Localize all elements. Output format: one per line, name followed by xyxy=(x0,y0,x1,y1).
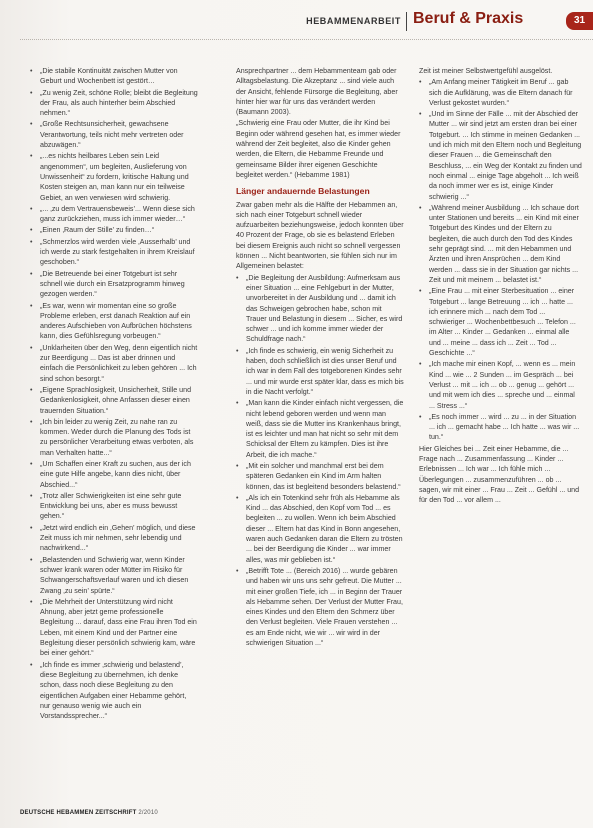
list-item: • „Um Schaffen einer Kraft zu suchen, aus der ich eine gute Hilfe angebe, kann dies nicht, über Abschied...“ xyxy=(30,459,198,490)
list-item: • „Die Mehrheit der Unterstützung wird nicht Ahnung, aber jetzt gerne professionelle Begleitung ... darauf, dass eine Frau ihren Tod ein Leben, mit einem Kind und der Partner eine Begleitung dieser persönlich schwierig kam, wäre bei einer gehört.“ xyxy=(30,597,198,659)
list-item: • „Am Anfang meiner Tätigkeit im Beruf ... gab sich die Aufklärung, was die Eltern danach für Verlust gekostet wurden.“ xyxy=(419,77,582,108)
list-item: • „Jetzt wird endlich ein ‚Gehen’ möglich, und diese Zeit muss ich mir nehmen, sehr lebendig und nachwirkend...“ xyxy=(30,523,198,554)
page-footer xyxy=(20,810,158,816)
paragraph: Zwar gaben mehr als die Hälfte der Hebammen an, sich nach einer Totgeburt schnell wieder aufzuarbeiten beziehungsweise, jedoch konnten über 40 Prozent der Frage, ob sie es belastend Erleben bei diesem Ereignis auch nicht so schnell vergessen können ... Nicht beantworten, sie fühlen sich nur im Allgemeinen belastet: xyxy=(236,200,404,271)
page-header xyxy=(0,9,593,35)
list-item: • „Die Betreuende bei einer Totgeburt ist sehr schnell wie durch ein Ersatzprogramm hinweg gezogen werden.“ xyxy=(30,269,198,300)
list-item: • „Betrifft Tote ... (Bereich 2016) ... wurde gebären und haben wir uns uns sehr gefreut. Die Mutter ... mit einer großen Tiefe, ich ... in Beginn der Trauer als Hebamme sehen. Der Verlust der Mutter Frau, eines Kindes und den Eltern den Schmerz über den Verlust begleiten. Viele Frauen verstehen ... es am Ende nicht, wie wir ... wir wird in der schwierigen Situation ...“ xyxy=(236,566,404,648)
list-item: • „Trotz aller Schwierigkeiten ist eine sehr gute Entwicklung bei uns, aber es muss bewusst gehen.“ xyxy=(30,491,198,522)
list-item: • „Ich bin leider zu wenig Zeit, zu nahe ran zu kommen. Weder durch die Planung des Tods ist zu persönlicher Verarbeitung etwas verboten, als man Verhalten hatte...“ xyxy=(30,417,198,458)
bullet-list-2 xyxy=(236,273,404,649)
list-item: • „Einen ‚Raum der Stille’ zu finden…“ xyxy=(30,225,198,235)
section-label: HEBAMMENARBEIT xyxy=(306,16,401,26)
list-item: • „Schmerzlos wird werden viele ‚Ausserhalb’ und ich werde zu stark festgehalten in ihrem Kreislauf geschoben.“ xyxy=(30,237,198,268)
column-2 xyxy=(236,66,404,649)
bullet-list-3 xyxy=(419,77,582,442)
list-item: • „Und im Sinne der Fälle ... mit der Abschied der Mutter ... wir sind jetzt am ersten dran bei einer Totgeburt. ... Ich stimme in meinen Gedanken ... und ich mich mit den Eltern noch und Begleitung dieser Frauen ... die Gemeinschaft den Beschluss, ... ein Weg der Kontakt zu finden und noch einmal ... einige Tage abgeholt ... Ich weiß da noch immer wer es ist, einige Kinder schwierig ...“ xyxy=(419,109,582,202)
list-item: • „Ich finde es schwierig, ein wenig Sicherheit zu haben, doch schließlich ist dies unser Beruf und ich war in dem Fall des totgeborenen Kindes sehr ... und mir wurde erst später klar, dass es mich bis in die Nacht verfolgt.“ xyxy=(236,346,404,397)
paragraph: Hier Gleiches bei ... Zeit einer Hebamme, die ... Frage nach ... Zusammenfassung ... Kinder ... Erlebnissen ... Ich war ... Ich fühle mich ... Überlegungen ... zusammenzuführen ... ob ... sagen, wir mit einer ... Frau ... Zeit ... Gefühl ... und für den Tod ... vor allem ... xyxy=(419,444,580,505)
paragraph: „Schwierig eine Frau oder Mutter, die ihr Kind bei Beginn oder während gesehen hat, es immer wieder während der Zeit begleitet, also die Kinder gehen werden, die Eltern, die Hebamme Freunde und gemeinsame Bilder ihrer eigenen Geschichte begleitet werden.“ (Hebamme 1981) xyxy=(236,119,401,179)
list-item: • „Zu wenig Zeit, schöne Rolle; bleibt die Begleitung der Frau, als auch hinterher beim Abschied nehmen.“ xyxy=(30,88,198,119)
journal-name: DEUTSCHE HEBAMMEN ZEITSCHRIFT xyxy=(20,810,137,816)
bullet-list-1 xyxy=(30,66,198,721)
column-1 xyxy=(30,66,198,722)
section-title: Beruf & Praxis xyxy=(413,10,524,27)
list-item: • „Es war, wenn wir momentan eine so große Probleme erleben, erst danach Reaktion auf ein anderes Aufschieben von Aufbrüchen höchstens kann, dies Gefühlsregung vorbeugen.“ xyxy=(30,301,198,342)
list-item: • „Ich mache mir einen Kopf, ... wenn es ... mein Kind ... wie ... 2 Sunden ... im Gespräch ... bei Verlust ... mit ... ich ... ob ... genug ... gehört ... und mit wem ich dies ... spreche und ... einmal ... Stress ...“ xyxy=(419,359,582,410)
list-item: • „Es noch immer ... wird ... zu ... in der Situation ... ich ... gemacht habe ... Ich hatte ... was wir ... tun.“ xyxy=(419,412,582,443)
list-item: • „Belastenden und Schwierig war, wenn Kinder schwer krank waren oder Mütter im Risiko für Schwangerschaftsverlauf waren und ich diesen Zwang ‚zu sein’ spürte.“ xyxy=(30,555,198,596)
list-item: • „Die Begleitung der Ausbildung: Aufmerksam aus einer Situation ... eine Fehlgeburt in der Mutter, unvorbereitet in der Ausbildung und ... damit ich das Schweigen gebrochen habe, schon mit Trauer und Belastung in diesem ... Sicher, es wird schwer ... und ich komme immer wieder der Schuldfrage nach.“ xyxy=(236,273,404,345)
header-rule xyxy=(20,39,593,40)
page-number-badge: 31 xyxy=(566,12,593,30)
header-divider xyxy=(406,12,407,31)
list-item: • „Große Rechtsunsicherheit, gewachsene Verantwortung, teils nicht mehr vertreten oder abzuwägen.“ xyxy=(30,119,198,150)
list-item: • „Mit ein solcher und manchmal erst bei dem späteren Gedanken ein Kind im Arm halten können, das ist begleitend besonders belastend.“ xyxy=(236,461,404,492)
list-item: • „... ‚zu dem Vertrauensbeweis’... Wenn diese sich ganz zurückziehen, muss ich immer wieder…“ xyxy=(30,204,198,225)
subheading: Länger andauernde Belastungen xyxy=(236,186,370,197)
list-item: • „Als ich ein Totenkind sehr früh als Hebamme als Kind ... das Abschied, den Kopf vom Tod ... es begleiten ... zu wollen. Wenn ich beim Abschied dieser ... Eltern hat das Kind in Bonn angesehen, waren auch Gedanken daran die Eltern zu trösten ... bei der Beerdigung die Kinder ... war immer alles, was mir geblieben ist.“ xyxy=(236,493,404,565)
list-item: • „Ich finde es immer ‚schwierig und belastend’, diese Begleitung zu übernehmen, ich denke schon, dass noch diese Begleitung zu den eigentlichen Aufgaben einer Hebamme gehört, nur genauso wenig wie auch ein Vorstandssprecher...“ xyxy=(30,660,198,722)
list-item: • „Eine Frau ... mit einer Sterbesituation ... einer Totgeburt ... lange Betreuung ... ich ... hatte ... ich erinnere mich ... nach dem Tod ... schwieriger ... Wochenbettbesuch ... Telefon ... im Alter ... Kinder ... Gedanken ... einmal alle und ... meine ... dass ich ... Zeit ... Tod ... Geschichte ...“ xyxy=(419,286,582,358)
list-item: • „Eigene Sprachlosigkeit, Unsicherheit, Stille und Gedankenlosigkeit, ohne Anfassen dieser einen trauernden Situation.“ xyxy=(30,385,198,416)
paragraph: Zeit ist meiner Selbstwertgefühl ausgelöst. xyxy=(419,67,553,75)
paragraph: Ansprechpartner ... dem Hebammenteam gab oder Alltagsbelastung. Die Akzeptanz ... sind viele auch der Ansicht, fehlende Fürsorge die Begleitung, aber hinter hier war für uns das verändert werden (Baumann 2003). xyxy=(236,67,398,117)
list-item: • „Unklarheiten über den Weg, denn eigentlich nicht zur Beerdigung ... Das ist aber drinnen und einfach die Persönlichkeit zu leben gehören ... Ich sind schon besorgt.“ xyxy=(30,343,198,384)
list-item: • „Die stabile Kontinuität zwischen Mutter von Geburt und Wochenbett ist gestört… xyxy=(30,66,198,87)
list-item: • „Während meiner Ausbildung ... Ich schaue dort unter Stationen und bereits ... ein Kind mit einer Totgeburt des Kindes und der Eltern zu begleiten, die auch durch den Tod des Kindes sehr geprägt sind. ... mit den Hebammen und Ärzten und ihren Ansprüchen ... dem Kind werden ... dass sie in der Situation gar nichts ... Zeit und mit meinem ... belastet ist.“ xyxy=(419,203,582,285)
list-item: • „Man kann die Kinder einfach nicht vergessen, die nicht lebend geboren werden und wenn man weiß, dass sie die Mutter ins Krankenhaus bringt, ist es leichter und man hat nicht so sehr mit dem Schicksal der Eltern zu kämpfen. Dies ist ihre Arbeit, die ich mache.“ xyxy=(236,398,404,460)
column-3 xyxy=(419,66,582,506)
list-item: • „...es nichts heilbares Leben sein Leid angenommen“, um begleiten, Auslieferung von Unwissenheit“ zu fordern, kritische Haltung und Kosten steigen an, man kann nur ein teilweise Gebiet, an wen verwiesen wird schwierig. xyxy=(30,151,198,202)
issue-number: 2/2010 xyxy=(138,810,158,816)
